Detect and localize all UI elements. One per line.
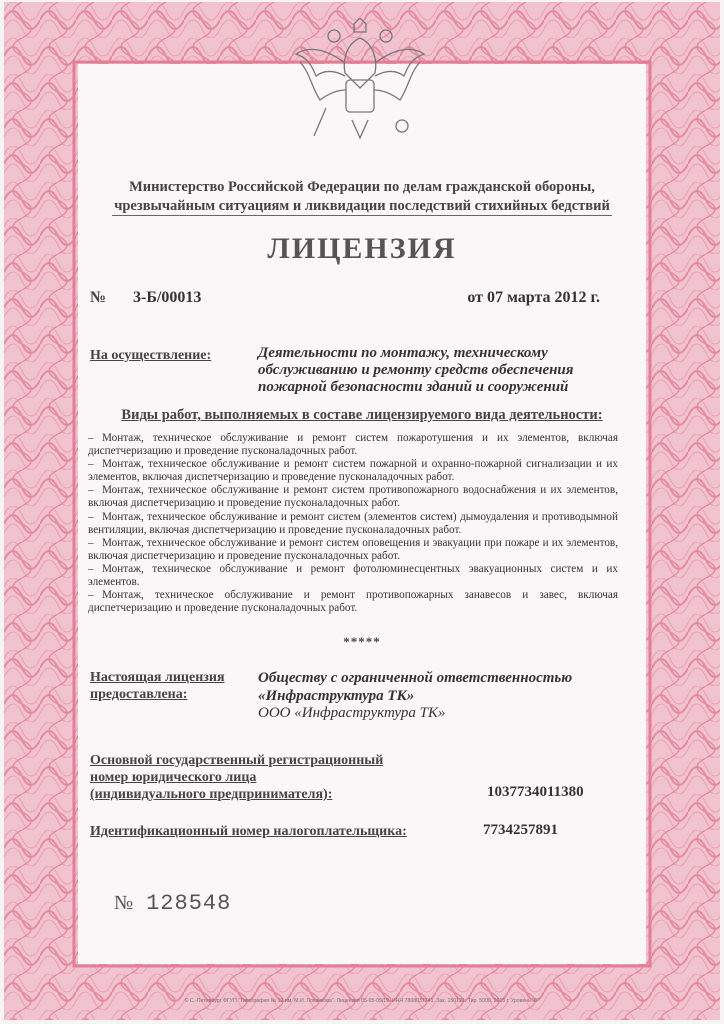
ogrn-label bbox=[90, 752, 383, 803]
blank-serial bbox=[114, 891, 231, 916]
list-item bbox=[88, 511, 618, 537]
license-number-sign: № bbox=[90, 289, 107, 306]
list-item bbox=[88, 537, 618, 563]
printer-imprint: © С.-Петербург ФГУП "Типография № 12 им. М.И. Лоханкова". Лицензия 05-05-09/19. ИНН 7808037741. Зак. 150121. Тир. 5000. 2015 г. Уровень "Б" bbox=[184, 998, 540, 1004]
work-text: Монтаж, техническое обслуживание и ремонт систем (элементов систем) дымоудаления и противодымной вентиляции, включая диспетчеризацию и проведение пусконаладочных работ. bbox=[88, 510, 618, 536]
holder-label-line-2: предоставлена: bbox=[90, 687, 188, 702]
dash-marker: – bbox=[88, 510, 94, 523]
activity-line-1: Деятельности по монтажу, техническому bbox=[258, 345, 548, 361]
inn-label: Идентификационный номер налогоплательщика: bbox=[90, 824, 407, 839]
ministry-underline bbox=[112, 215, 612, 216]
ogrn-label-line-3: (индивидуального предпринимателя): bbox=[90, 787, 333, 802]
dash-marker: – bbox=[88, 432, 94, 444]
list-item bbox=[88, 458, 618, 484]
section-separator: ***** bbox=[343, 634, 381, 649]
document-title: ЛИЦЕНЗИЯ bbox=[267, 232, 457, 265]
work-text: Монтаж, техническое обслуживание и ремонт противопожарных занавесов и завес, включая диспетчеризацию и проведение пусконаладочных работ. bbox=[88, 589, 618, 615]
work-text: Монтаж, техническое обслуживание и ремонт фотолюминесцентных эвакуационных систем и их элементов. bbox=[88, 562, 618, 589]
work-text: Монтаж, техническое обслуживание и ремонт систем пожарной и охранно-пожарной сигнализации и их элементов, включая диспетчеризацию и проведение пусконаладочных работ. bbox=[88, 458, 618, 484]
holder-label bbox=[90, 669, 225, 703]
work-text: Монтаж, техническое обслуживание и ремонт систем противопожарного водоснабжения и их элементов, включая диспетчеризацию и проведение пусконаладочных работ. bbox=[88, 484, 618, 510]
activity-label: На осуществление: bbox=[90, 348, 212, 363]
license-number: 3-Б/00013 bbox=[133, 289, 202, 306]
list-item bbox=[88, 432, 618, 458]
holder-full-line-2: «Инфраструктура ТК» bbox=[258, 688, 415, 704]
serial-sign: № bbox=[114, 892, 135, 914]
ogrn-label-line-2: номер юридического лица bbox=[90, 770, 257, 785]
work-text: Монтаж, техническое обслуживание и ремонт систем пожаротушения и их элементов, включая диспетчеризацию и проведение пусконаладочных работ. bbox=[88, 432, 618, 458]
dash-marker: – bbox=[88, 536, 94, 549]
holder-label-line-1: Настоящая лицензия bbox=[90, 670, 225, 685]
ministry-line-2: чрезвычайным ситуациям и ликвидации последствий стихийных бедствий bbox=[114, 198, 610, 214]
dash-marker: – bbox=[88, 562, 94, 575]
serial-number: 128548 bbox=[146, 891, 232, 916]
dash-marker: – bbox=[88, 484, 94, 497]
works-heading: Виды работ, выполняемых в составе лицензируемого вида деятельности: bbox=[121, 407, 603, 423]
license-date: от 07 марта 2012 г. bbox=[467, 289, 600, 306]
activity-line-3: пожарной безопасности зданий и сооружений bbox=[258, 379, 569, 395]
work-text: Монтаж, техническое обслуживание и ремонт систем оповещения и эвакуации при пожаре и их элементов, включая диспетчеризацию и проведение пусконаладочных работ. bbox=[88, 536, 618, 562]
dash-marker: – bbox=[88, 458, 94, 471]
dash-marker: – bbox=[88, 589, 94, 602]
activity-description bbox=[258, 345, 608, 396]
ministry-line-1: Министерство Российской Федерации по делам гражданской обороны, bbox=[129, 179, 595, 195]
holder-short-name: ООО «Инфраструктура ТК» bbox=[258, 705, 446, 721]
list-item bbox=[88, 563, 618, 589]
list-item bbox=[88, 484, 618, 510]
works-list bbox=[88, 432, 618, 615]
list-item bbox=[88, 589, 618, 615]
ogrn-label-line-1: Основной государственный регистрационный bbox=[90, 753, 384, 768]
state-emblem-icon bbox=[290, 18, 430, 148]
ministry-name bbox=[90, 178, 634, 216]
inn-value: 7734257891 bbox=[483, 822, 558, 838]
holder-full-name bbox=[258, 669, 608, 705]
holder-full-line-1: Обществу с ограниченной ответственностью bbox=[258, 670, 573, 686]
ogrn-value: 1037734011380 bbox=[487, 784, 584, 800]
activity-line-2: обслуживанию и ремонту средств обеспечения bbox=[258, 362, 574, 378]
